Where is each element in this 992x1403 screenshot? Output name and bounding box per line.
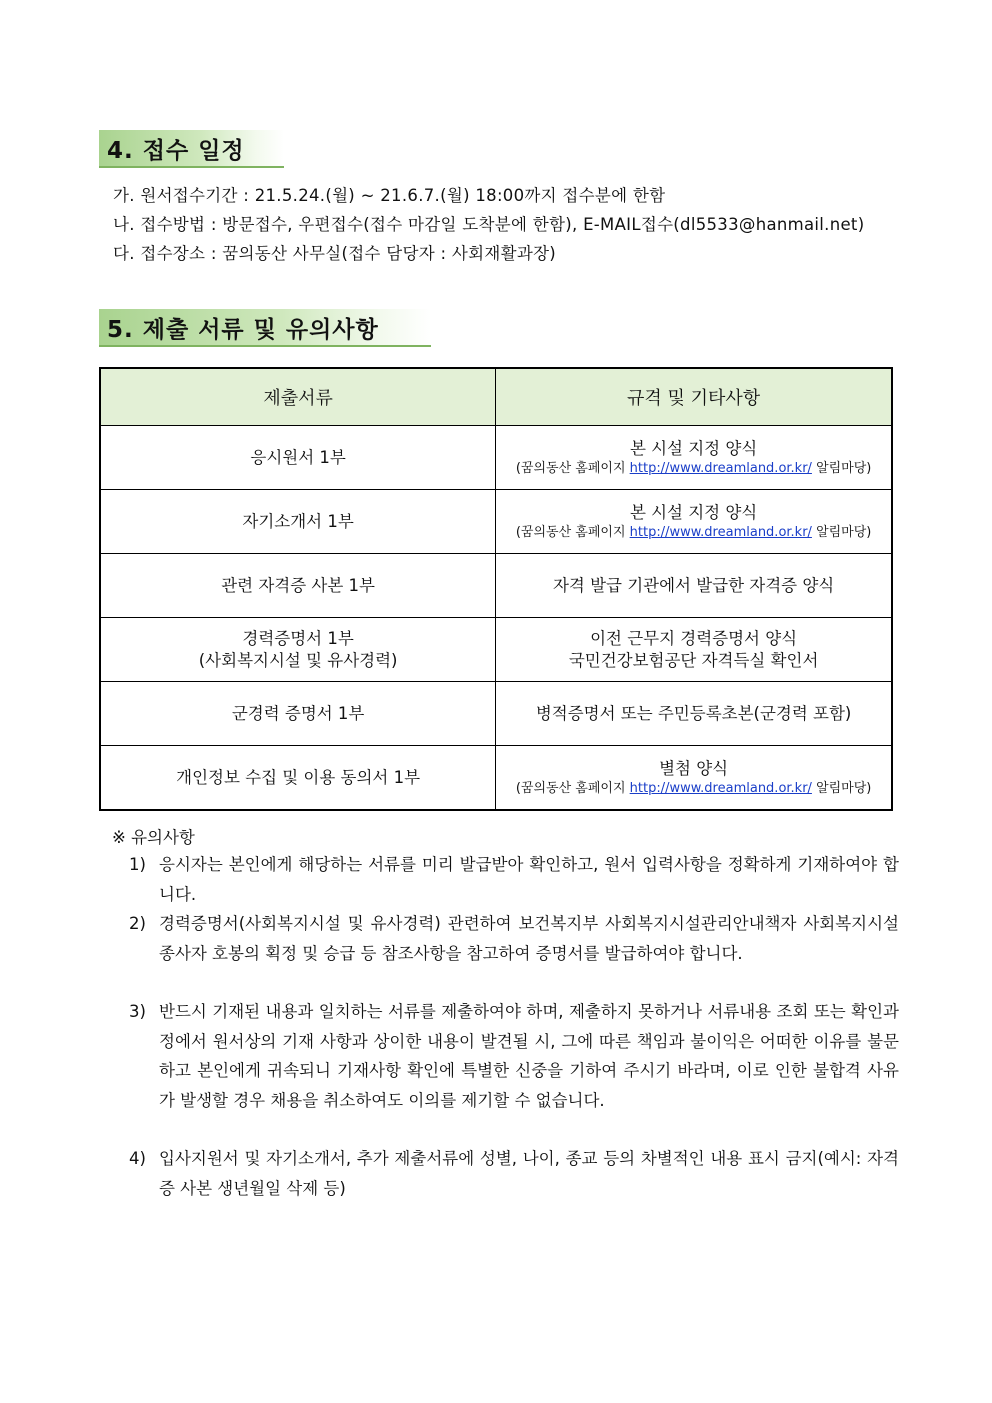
header-specs: 규격 및 기타사항 <box>496 368 892 426</box>
schedule-place: 다. 접수장소 : 꿈의동산 사무실(접수 담당자 : 사회재활과장) <box>113 244 557 263</box>
doc-cell: 자기소개서 1부 <box>100 490 496 554</box>
doc-cell: 관련 자격증 사본 1부 <box>100 554 496 618</box>
header-documents: 제출서류 <box>100 368 496 426</box>
documents-table <box>99 367 893 811</box>
table-row <box>100 618 892 682</box>
note-item <box>129 850 899 909</box>
note-item <box>129 997 899 1115</box>
note-number: 3) <box>129 1002 146 1021</box>
spec-main: 이전 근무지 경력증명서 양식 <box>590 628 798 648</box>
note-text: 응시자는 본인에게 해당하는 서류를 미리 발급받아 확인하고, 원서 입력사항을 정확하게 기재하여야 합니다. <box>159 855 899 904</box>
spec-sub-pre: (꿈의동산 홈페이지 <box>515 460 630 476</box>
homepage-link[interactable]: http://www.dreamland.or.kr/ <box>629 460 812 476</box>
spec-cell <box>496 426 892 490</box>
spec-main: 별첨 양식 <box>659 758 729 778</box>
spec-sub <box>502 780 885 798</box>
spec-cell: 병적증명서 또는 주민등록초본(군경력 포함) <box>496 682 892 746</box>
spec-main: 본 시설 지정 양식 <box>629 438 758 458</box>
table-row <box>100 682 892 746</box>
schedule-period: 가. 원서접수기간 : 21.5.24.(월) ~ 21.6.7.(월) 18:00까지 접수분에 한함 <box>113 186 666 205</box>
schedule-method: 나. 접수방법 : 방문접수, 우편접수(접수 마감일 도착분에 한함), E-MAIL접수(dl5533@hanmail.net) <box>113 215 865 234</box>
spec-sub <box>502 524 885 542</box>
note-number: 4) <box>129 1149 146 1168</box>
spec-sub-pre: (꿈의동산 홈페이지 <box>515 780 630 796</box>
doc-line-2: (사회복지시설 및 유사경력) <box>198 650 398 670</box>
table-row <box>100 554 892 618</box>
note-number: 2) <box>129 914 146 933</box>
table-header-row <box>100 368 892 426</box>
spec-sub-post: 알림마당) <box>811 780 872 796</box>
note-number: 1) <box>129 855 146 874</box>
notes-title: ※ 유의사항 <box>112 828 195 847</box>
spec-main: 본 시설 지정 양식 <box>629 502 758 522</box>
table-row <box>100 490 892 554</box>
spec-sub-post: 알림마당) <box>811 460 872 476</box>
homepage-link[interactable]: http://www.dreamland.or.kr/ <box>629 524 812 540</box>
table-row <box>100 426 892 490</box>
note-text: 입사지원서 및 자기소개서, 추가 제출서류에 성별, 나이, 종교 등의 차별적인 내용 표시 금지(예시: 자격증 사본 생년월일 삭제 등) <box>159 1149 899 1198</box>
doc-cell: 응시원서 1부 <box>100 426 496 490</box>
spec-cell: 자격 발급 기관에서 발급한 자격증 양식 <box>496 554 892 618</box>
spec-sub-post: 알림마당) <box>811 524 872 540</box>
section-4-heading: 4. 접수 일정 <box>99 130 284 168</box>
doc-cell <box>100 618 496 682</box>
section-5-heading: 5. 제출 서류 및 유의사항 <box>99 309 431 347</box>
doc-cell: 개인정보 수집 및 이용 동의서 1부 <box>100 746 496 811</box>
spec-cell <box>496 746 892 811</box>
doc-line-1: 경력증명서 1부 <box>242 628 354 648</box>
note-item <box>129 1144 899 1203</box>
spec-main-2: 국민건강보험공단 자격득실 확인서 <box>568 650 819 670</box>
spec-sub <box>502 460 885 478</box>
spec-sub-pre: (꿈의동산 홈페이지 <box>515 524 630 540</box>
homepage-link[interactable]: http://www.dreamland.or.kr/ <box>629 780 812 796</box>
spec-cell <box>496 618 892 682</box>
note-text: 반드시 기재된 내용과 일치하는 서류를 제출하여야 하며, 제출하지 못하거나 서류내용 조회 또는 확인과정에서 원서상의 기재 사항과 상이한 내용이 발견될 시, 그에 따른 책임과 불이익은 어떠한 이유를 불문하고 본인에게 귀속되니 기재사항 확인에 특별한 신중을 기하여 주시기 바라며, 이로 인한 불합격 사유가 발생할 경우 채용을 취소하여도 이의를 제기할 수 없습니다. <box>159 1002 899 1110</box>
note-text: 경력증명서(사회복지시설 및 유사경력) 관련하여 보건복지부 사회복지시설관리안내책자 사회복지시설 종사자 호봉의 획정 및 승급 등 참조사항을 참고하여 증명서를 발급하여야 합니다. <box>159 914 899 963</box>
spec-cell <box>496 490 892 554</box>
note-item <box>129 909 899 968</box>
doc-cell: 군경력 증명서 1부 <box>100 682 496 746</box>
table-row <box>100 746 892 811</box>
